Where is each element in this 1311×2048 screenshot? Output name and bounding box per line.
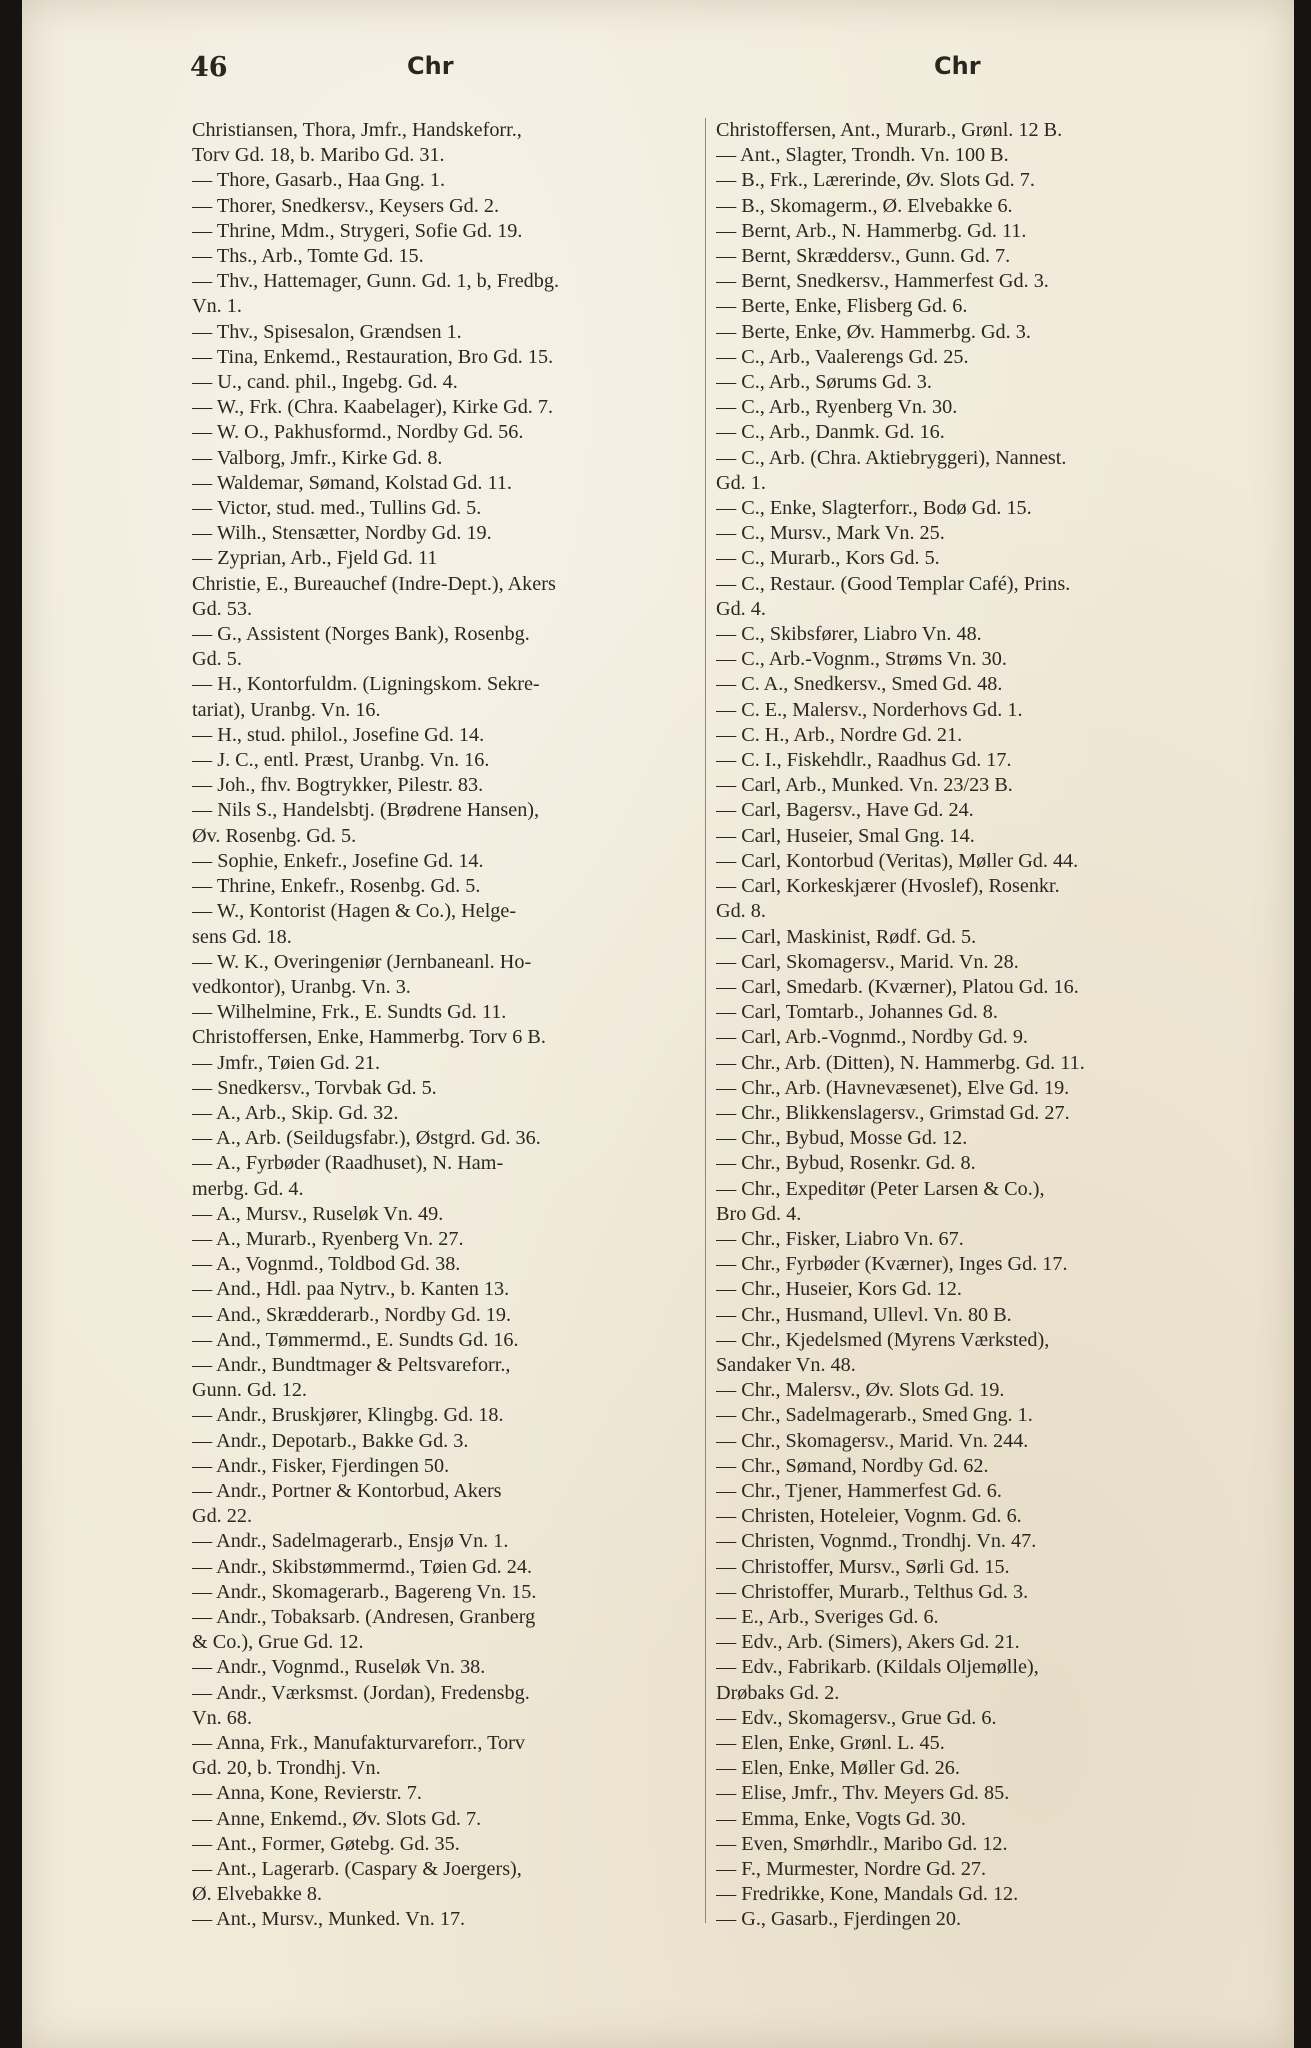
directory-entry-line: — C., Arb., Ryenberg Vn. 30. bbox=[716, 396, 958, 419]
running-head-left: Chr bbox=[407, 52, 454, 80]
directory-entry-line: — Anna, Kone, Revierstr. 7. bbox=[192, 1782, 422, 1805]
directory-entry-line: sens Gd. 18. bbox=[192, 925, 292, 948]
directory-entry-line: — Thorer, Snedkersv., Keysers Gd. 2. bbox=[192, 194, 499, 217]
directory-entry-line: — Chr., Huseier, Kors Gd. 12. bbox=[716, 1278, 962, 1301]
directory-entry-line: — Andr., Skibstømmermd., Tøien Gd. 24. bbox=[192, 1555, 533, 1578]
directory-entry-line: — C. A., Snedkersv., Smed Gd. 48. bbox=[716, 673, 1003, 696]
directory-entry-line: — Chr., Arb. (Ditten), N. Hammerbg. Gd. 11. bbox=[716, 1051, 1085, 1074]
directory-entry-line: — Berte, Enke, Flisberg Gd. 6. bbox=[716, 295, 968, 318]
directory-entry-line: — C., Murarb., Kors Gd. 5. bbox=[716, 547, 940, 570]
directory-entry-line: — B., Frk., Lærerinde, Øv. Slots Gd. 7. bbox=[716, 169, 1035, 192]
directory-entry-line: — A., Fyrbøder (Raadhuset), N. Ham- bbox=[192, 1152, 504, 1175]
directory-entry-line: — Christen, Hoteleier, Vognm. Gd. 6. bbox=[716, 1505, 1022, 1528]
directory-entry-line: — Andr., Vognmd., Ruseløk Vn. 38. bbox=[192, 1656, 486, 1679]
directory-entry-line: — Chr., Tjener, Hammerfest Gd. 6. bbox=[716, 1479, 1002, 1502]
running-head-right: Chr bbox=[934, 52, 981, 80]
directory-entry-line: — Valborg, Jmfr., Kirke Gd. 8. bbox=[192, 446, 443, 469]
directory-entry-line: Gd. 1. bbox=[716, 471, 766, 494]
directory-entry-line: — C., Mursv., Mark Vn. 25. bbox=[716, 522, 945, 545]
directory-entry-line: — C., Arb., Sørums Gd. 3. bbox=[716, 371, 932, 394]
directory-entry-line: — C., Restaur. (Good Templar Café), Prins. bbox=[716, 572, 1071, 595]
directory-entry-line: Gd. 4. bbox=[716, 597, 766, 620]
directory-entry-line: — Anna, Frk., Manufakturvareforr., Torv bbox=[192, 1732, 525, 1754]
directory-entry-line: Christie, E., Bureauchef (Indre-Dept.), Akers bbox=[192, 572, 556, 595]
directory-entry-line: — Thv., Spisesalon, Grændsen 1. bbox=[192, 320, 462, 343]
directory-entry-line: — Thore, Gasarb., Haa Gng. 1. bbox=[192, 169, 446, 192]
directory-entry-line: — Andr., Skomagerarb., Bagereng Vn. 15. bbox=[192, 1580, 537, 1603]
directory-entry-line: — E., Arb., Sveriges Gd. 6. bbox=[716, 1605, 939, 1628]
directory-entry-line: — W. O., Pakhusformd., Nordby Gd. 56. bbox=[192, 421, 524, 444]
directory-entry-line: — Wilh., Stensætter, Nordby Gd. 19. bbox=[192, 522, 492, 545]
directory-entry-line: — Thrine, Mdm., Strygeri, Sofie Gd. 19. bbox=[192, 219, 523, 242]
directory-entry-line: Vn. 1. bbox=[192, 295, 242, 318]
directory-entry-line: — Anne, Enkemd., Øv. Slots Gd. 7. bbox=[192, 1807, 482, 1830]
directory-entry-line: Bro Gd. 4. bbox=[716, 1202, 802, 1225]
directory-entry-line: — Elen, Enke, Møller Gd. 26. bbox=[716, 1757, 960, 1780]
directory-entry-line: — Elise, Jmfr., Thv. Meyers Gd. 85. bbox=[716, 1782, 1010, 1805]
directory-entry-line: — Jmfr., Tøien Gd. 21. bbox=[192, 1051, 381, 1074]
directory-entry-line: Torv Gd. 18, b. Maribo Gd. 31. bbox=[192, 144, 445, 167]
directory-entry-line: — U., cand. phil., Ingebg. Gd. 4. bbox=[192, 371, 458, 394]
directory-entry-line: — Andr., Fisker, Fjerdingen 50. bbox=[192, 1454, 450, 1477]
directory-entry-line: — Carl, Tomtarb., Johannes Gd. 8. bbox=[716, 1001, 998, 1024]
directory-entry-line: — Ant., Former, Gøtebg. Gd. 35. bbox=[192, 1832, 460, 1855]
directory-entry-line: — Berte, Enke, Øv. Hammerbg. Gd. 3. bbox=[716, 320, 1031, 343]
directory-entry-line: — Chr., Blikkenslagersv., Grimstad Gd. 27. bbox=[716, 1101, 1070, 1124]
directory-entry-line: — Edv., Skomagersv., Grue Gd. 6. bbox=[716, 1706, 997, 1729]
directory-entry-line: — Chr., Bybud, Mosse Gd. 12. bbox=[716, 1127, 968, 1150]
directory-entry-line: — C., Enke, Slagterforr., Bodø Gd. 15. bbox=[716, 497, 1032, 520]
directory-entry-line: — Chr., Expeditør (Peter Larsen & Co.), bbox=[716, 1177, 1045, 1200]
directory-entry-line: Christoffersen, Ant., Murarb., Grønl. 12 B. bbox=[716, 119, 1063, 141]
directory-entry-line: — H., stud. philol., Josefine Gd. 14. bbox=[192, 723, 485, 746]
directory-entry-line: — Wilhelmine, Frk., E. Sundts Gd. 11. bbox=[192, 1001, 507, 1024]
directory-entry-line: Ø. Elvebakke 8. bbox=[192, 1883, 323, 1906]
directory-entry-line: — F., Murmester, Nordre Gd. 27. bbox=[716, 1858, 987, 1881]
directory-entry-line: — A., Murarb., Ryenberg Vn. 27. bbox=[192, 1227, 464, 1250]
directory-entry-line: — Thrine, Enkefr., Rosenbg. Gd. 5. bbox=[192, 875, 481, 898]
directory-entry-line: — Snedkersv., Torvbak Gd. 5. bbox=[192, 1076, 437, 1099]
directory-entry-line: Øv. Rosenbg. Gd. 5. bbox=[192, 824, 357, 847]
directory-entry-line: — Carl, Arb.-Vognmd., Nordby Gd. 9. bbox=[716, 1026, 1028, 1049]
directory-entry-line: — Chr., Sømand, Nordby Gd. 62. bbox=[716, 1454, 989, 1477]
directory-entry-line: — Carl, Kontorbud (Veritas), Møller Gd. 44. bbox=[716, 849, 1079, 872]
directory-entry-line: Drøbaks Gd. 2. bbox=[716, 1681, 840, 1704]
directory-entry-line: — A., Mursv., Ruseløk Vn. 49. bbox=[192, 1202, 444, 1225]
directory-entry-line: Gd. 22. bbox=[192, 1505, 253, 1528]
directory-entry-line: — W., Kontorist (Hagen & Co.), Helge- bbox=[192, 900, 517, 923]
directory-entry-line: Gd. 20, b. Trondhj. Vn. bbox=[192, 1757, 381, 1780]
directory-entry-line: — Ant., Lagerarb. (Caspary & Joergers), bbox=[192, 1858, 522, 1881]
directory-entry-line: — W. K., Overingeniør (Jernbaneanl. Ho- bbox=[192, 950, 532, 973]
directory-entry-line: — C., Arb., Danmk. Gd. 16. bbox=[716, 421, 945, 444]
directory-entry-line: — H., Kontorfuldm. (Ligningskom. Sekre- bbox=[192, 673, 540, 696]
directory-entry-line: — Carl, Arb., Munked. Vn. 23/23 B. bbox=[716, 774, 1013, 797]
directory-entry-line: — G., Gasarb., Fjerdingen 20. bbox=[716, 1908, 962, 1931]
directory-entry-line: — Carl, Skomagersv., Marid. Vn. 28. bbox=[716, 950, 1019, 973]
directory-entry-line: Christoffersen, Enke, Hammerbg. Torv 6 B. bbox=[192, 1026, 546, 1049]
directory-entry-line: — Elen, Enke, Grønl. L. 45. bbox=[716, 1732, 945, 1754]
directory-entry-line: — A., Vognmd., Toldbod Gd. 38. bbox=[192, 1253, 461, 1276]
directory-page bbox=[22, 0, 1294, 2048]
directory-entry-line: — Chr., Skomagersv., Marid. Vn. 244. bbox=[716, 1429, 1029, 1452]
directory-entry-line: — Bernt, Arb., N. Hammerbg. Gd. 11. bbox=[716, 219, 1027, 242]
directory-entry-line: Sandaker Vn. 48. bbox=[716, 1353, 856, 1376]
directory-entry-line: — Nils S., Handelsbtj. (Brødrene Hansen), bbox=[192, 799, 540, 822]
directory-entry-line: — Ant., Mursv., Munked. Vn. 17. bbox=[192, 1908, 466, 1931]
directory-entry-line: — Carl, Bagersv., Have Gd. 24. bbox=[716, 799, 974, 822]
directory-entry-line: — Chr., Malersv., Øv. Slots Gd. 19. bbox=[716, 1379, 1005, 1402]
directory-entry-line: — Edv., Arb. (Simers), Akers Gd. 21. bbox=[716, 1631, 1020, 1654]
directory-entry-line: — Ant., Slagter, Trondh. Vn. 100 B. bbox=[716, 144, 1009, 167]
directory-entry-line: — C., Arb., Vaalerengs Gd. 25. bbox=[716, 345, 969, 368]
directory-entry-line: — C. I., Fiskehdlr., Raadhus Gd. 17. bbox=[716, 749, 1012, 772]
directory-entry-line: — Chr., Fyrbøder (Kværner), Inges Gd. 17. bbox=[716, 1253, 1068, 1276]
directory-entry-line: — C., Skibsfører, Liabro Vn. 48. bbox=[716, 623, 982, 646]
directory-entry-line: — Tina, Enkemd., Restauration, Bro Gd. 15. bbox=[192, 345, 554, 368]
directory-entry-line: — Edv., Fabrikarb. (Kildals Oljemølle), bbox=[716, 1656, 1039, 1679]
directory-entry-line: — Fredrikke, Kone, Mandals Gd. 12. bbox=[716, 1883, 1019, 1906]
directory-entry-line: — And., Skrædderarb., Nordby Gd. 19. bbox=[192, 1303, 512, 1326]
directory-entry-line: — Andr., Tobaksarb. (Andresen, Granberg bbox=[192, 1605, 536, 1628]
directory-entry-line: Gd. 8. bbox=[716, 900, 766, 923]
directory-entry-line: — Emma, Enke, Vogts Gd. 30. bbox=[716, 1807, 966, 1830]
directory-entry-line: — C. H., Arb., Nordre Gd. 21. bbox=[716, 723, 963, 746]
directory-entry-line: — Waldemar, Sømand, Kolstad Gd. 11. bbox=[192, 471, 512, 494]
directory-entry-line: — C., Arb.-Vognm., Strøms Vn. 30. bbox=[716, 648, 1007, 671]
directory-entry-line: — Andr., Værksmst. (Jordan), Fredensbg. bbox=[192, 1681, 530, 1704]
directory-entry-line: — Carl, Korkeskjærer (Hvoslef), Rosenkr. bbox=[716, 875, 1060, 898]
directory-entry-line: — Andr., Depotarb., Bakke Gd. 3. bbox=[192, 1429, 469, 1452]
directory-entry-line: — G., Assistent (Norges Bank), Rosenbg. bbox=[192, 623, 530, 646]
directory-entry-line: Christiansen, Thora, Jmfr., Handskeforr., bbox=[192, 119, 522, 141]
directory-entry-line: — Chr., Bybud, Rosenkr. Gd. 8. bbox=[716, 1152, 976, 1175]
directory-entry-line: Gunn. Gd. 12. bbox=[192, 1379, 307, 1402]
directory-entry-line: — Chr., Sadelmagerarb., Smed Gng. 1. bbox=[716, 1404, 1033, 1427]
directory-entry-line: — C. E., Malersv., Norderhovs Gd. 1. bbox=[716, 698, 1023, 721]
directory-entry-line: — Joh., fhv. Bogtrykker, Pilestr. 83. bbox=[192, 774, 484, 797]
directory-entry-line: — Carl, Smedarb. (Kværner), Platou Gd. 16. bbox=[716, 975, 1079, 998]
directory-entry-line: — B., Skomagerm., Ø. Elvebakke 6. bbox=[716, 194, 1013, 217]
directory-entry-line: Gd. 53. bbox=[192, 597, 253, 620]
directory-entry-line: — Chr., Arb. (Havnevæsenet), Elve Gd. 19. bbox=[716, 1076, 1070, 1099]
directory-entry-line: tariat), Uranbg. Vn. 16. bbox=[192, 698, 381, 721]
directory-entry-line: — Christen, Vognmd., Trondhj. Vn. 47. bbox=[716, 1530, 1037, 1553]
directory-entry-line: — Ths., Arb., Tomte Gd. 15. bbox=[192, 245, 424, 268]
right-column bbox=[716, 118, 1206, 1933]
directory-entry-line: — Andr., Bruskjører, Klingbg. Gd. 18. bbox=[192, 1404, 504, 1427]
directory-entry-line: — C., Arb. (Chra. Aktiebryggeri), Nannest. bbox=[716, 446, 1067, 469]
directory-entry-line: — A., Arb., Skip. Gd. 32. bbox=[192, 1101, 399, 1124]
directory-entry-line: merbg. Gd. 4. bbox=[192, 1177, 304, 1200]
directory-entry-line: — Chr., Kjedelsmed (Myrens Værksted), bbox=[716, 1328, 1050, 1351]
directory-entry-line: — Christoffer, Mursv., Sørli Gd. 15. bbox=[716, 1555, 1010, 1578]
directory-entry-line: — Sophie, Enkefr., Josefine Gd. 14. bbox=[192, 849, 484, 872]
directory-entry-line: — Andr., Sadelmagerarb., Ensjø Vn. 1. bbox=[192, 1530, 509, 1553]
directory-entry-line: vedkontor), Uranbg. Vn. 3. bbox=[192, 975, 411, 998]
directory-entry-line: Vn. 68. bbox=[192, 1706, 253, 1729]
directory-entry-line: & Co.), Grue Gd. 12. bbox=[192, 1631, 364, 1654]
directory-entry-line: — And., Hdl. paa Nytrv., b. Kanten 13. bbox=[192, 1278, 510, 1301]
directory-entry-line: — Carl, Huseier, Smal Gng. 14. bbox=[716, 824, 975, 847]
directory-entry-line: Gd. 5. bbox=[192, 648, 242, 671]
column-divider bbox=[705, 118, 706, 1923]
left-column bbox=[192, 118, 697, 1933]
page-number: 46 bbox=[190, 52, 228, 83]
directory-entry-line: — Chr., Fisker, Liabro Vn. 67. bbox=[716, 1227, 964, 1250]
directory-entry-line: — J. C., entl. Præst, Uranbg. Vn. 16. bbox=[192, 749, 490, 772]
directory-entry-line: — Carl, Maskinist, Rødf. Gd. 5. bbox=[716, 925, 977, 948]
directory-entry-line: — Victor, stud. med., Tullins Gd. 5. bbox=[192, 497, 482, 520]
directory-entry-line: — Bernt, Snedkersv., Hammerfest Gd. 3. bbox=[716, 270, 1049, 293]
directory-entry-line: — W., Frk. (Chra. Kaabelager), Kirke Gd. 7. bbox=[192, 396, 554, 419]
directory-entry-line: — Bernt, Skræddersv., Gunn. Gd. 7. bbox=[716, 245, 1011, 268]
directory-entry-line: — Chr., Husmand, Ullevl. Vn. 80 B. bbox=[716, 1303, 1012, 1326]
directory-entry-line: — A., Arb. (Seildugsfabr.), Østgrd. Gd. 36. bbox=[192, 1127, 541, 1150]
directory-entry-line: — Thv., Hattemager, Gunn. Gd. 1, b, Fredbg. bbox=[192, 270, 559, 293]
directory-entry-line: — Andr., Portner & Kontorbud, Akers bbox=[192, 1479, 502, 1502]
directory-entry-line: — Even, Smørhdlr., Maribo Gd. 12. bbox=[716, 1832, 1008, 1855]
directory-entry-line: — Andr., Bundtmager & Peltsvareforr., bbox=[192, 1353, 511, 1376]
directory-entry-line: — And., Tømmermd., E. Sundts Gd. 16. bbox=[192, 1328, 519, 1351]
directory-entry-line: — Christoffer, Murarb., Telthus Gd. 3. bbox=[716, 1580, 1029, 1603]
directory-entry-line: — Zyprian, Arb., Fjeld Gd. 11 bbox=[192, 547, 438, 570]
